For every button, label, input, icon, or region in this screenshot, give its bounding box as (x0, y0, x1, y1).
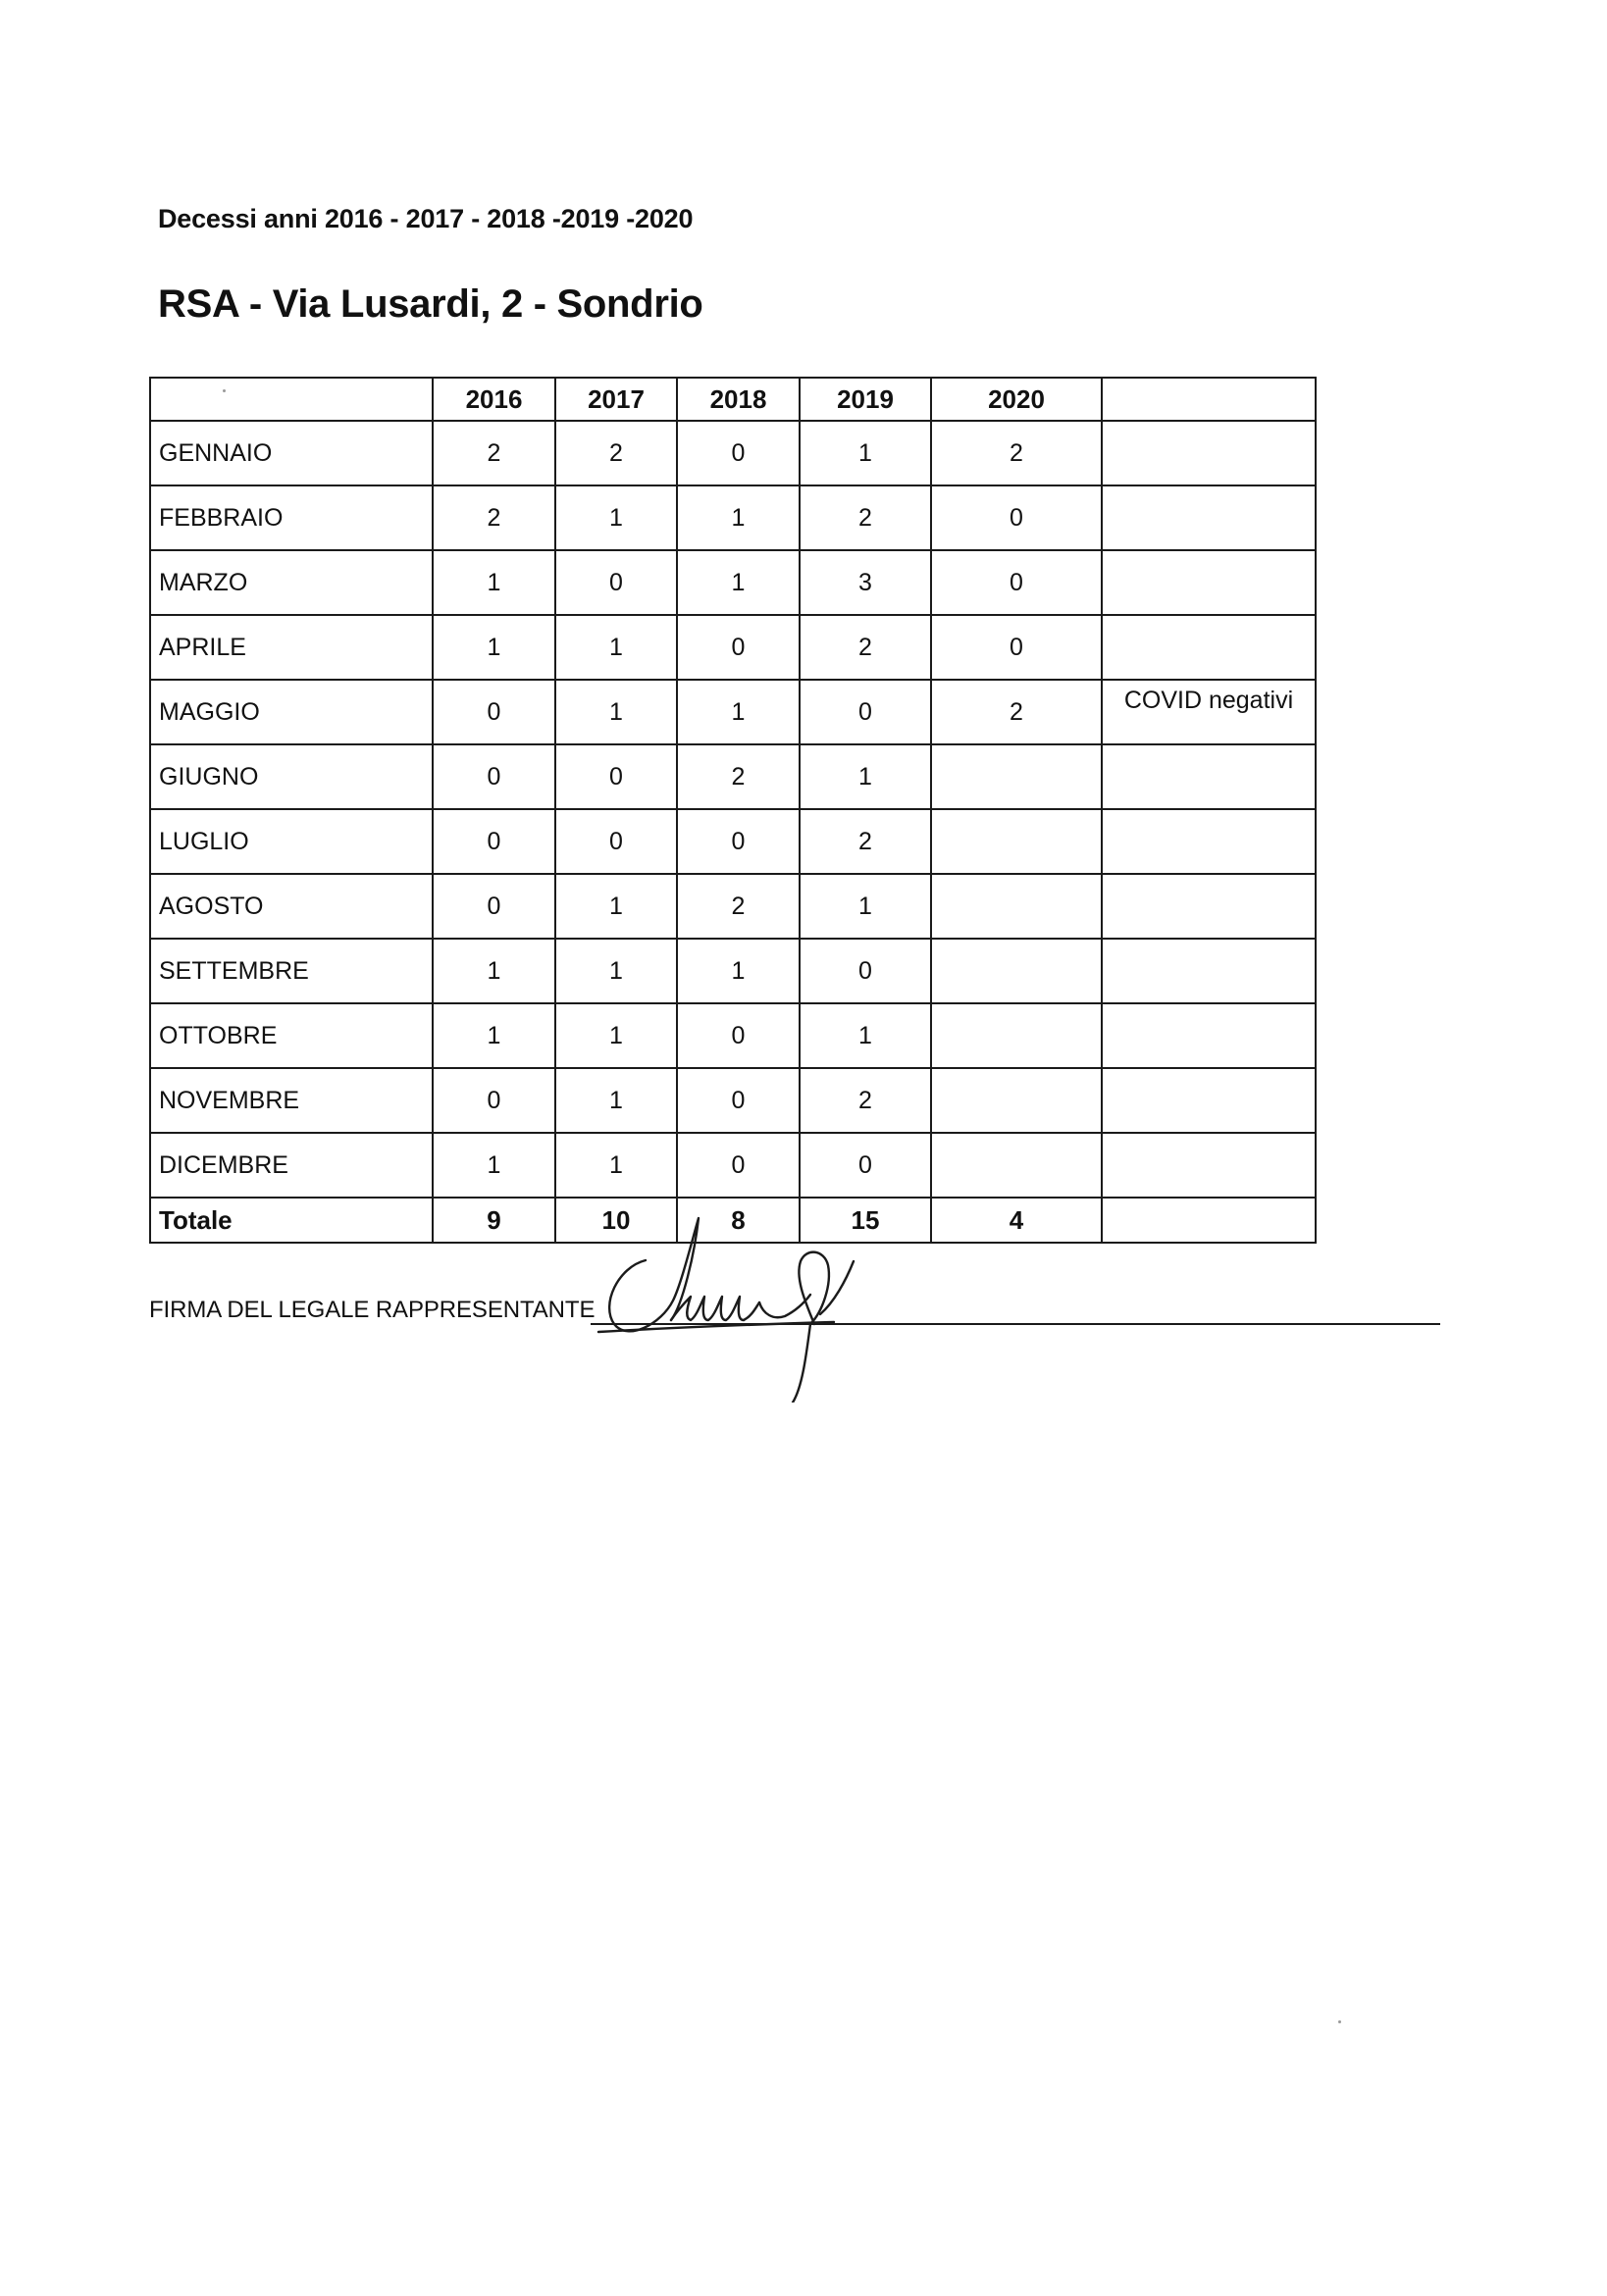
table-row (150, 1133, 1316, 1198)
total-cell: 8 (677, 1198, 800, 1243)
value-cell: 2 (800, 809, 931, 874)
value-cell: 2 (677, 874, 800, 939)
document-subtitle: Decessi anni 2016 - 2017 - 2018 -2019 -2020 (158, 204, 694, 233)
header-cell (1102, 378, 1316, 421)
value-cell: 0 (433, 809, 555, 874)
value-cell: 0 (433, 744, 555, 809)
value-cell: 2 (800, 1068, 931, 1133)
note-cell (1102, 1068, 1316, 1133)
table-row (150, 809, 1316, 874)
table-row (150, 615, 1316, 680)
note-cell (1102, 1133, 1316, 1198)
note-cell (1102, 485, 1316, 550)
month-cell: NOVEMBRE (150, 1068, 433, 1133)
value-cell: 1 (555, 874, 677, 939)
value-cell: 2 (931, 680, 1102, 744)
value-cell: 0 (433, 874, 555, 939)
value-cell: 1 (677, 550, 800, 615)
note-cell (1102, 809, 1316, 874)
note-cell (1102, 1003, 1316, 1068)
value-cell: 1 (677, 680, 800, 744)
value-cell (931, 939, 1102, 1003)
note-cell: COVID negativi (1102, 680, 1316, 744)
value-cell: 0 (677, 615, 800, 680)
total-cell: 4 (931, 1198, 1102, 1243)
value-cell: 2 (800, 615, 931, 680)
table-header-row (150, 378, 1316, 421)
month-cell: APRILE (150, 615, 433, 680)
signature-label: FIRMA DEL LEGALE RAPPRESENTANTE (149, 1297, 596, 1323)
value-cell: 1 (433, 1003, 555, 1068)
value-cell: 0 (433, 1068, 555, 1133)
value-cell: 2 (931, 421, 1102, 485)
value-cell: 0 (931, 615, 1102, 680)
scan-speck (1338, 2020, 1341, 2023)
header-cell: 2020 (931, 378, 1102, 421)
total-cell: 10 (555, 1198, 677, 1243)
value-cell: 1 (433, 939, 555, 1003)
total-label: Totale (150, 1198, 433, 1243)
total-cell (1102, 1198, 1316, 1243)
value-cell: 0 (931, 550, 1102, 615)
value-cell: 0 (800, 680, 931, 744)
value-cell: 2 (800, 485, 931, 550)
value-cell: 1 (555, 1068, 677, 1133)
month-cell: GIUGNO (150, 744, 433, 809)
table-row (150, 1068, 1316, 1133)
header-cell: 2018 (677, 378, 800, 421)
note-cell (1102, 744, 1316, 809)
value-cell: 2 (433, 485, 555, 550)
note-cell (1102, 615, 1316, 680)
table-row (150, 874, 1316, 939)
month-cell: DICEMBRE (150, 1133, 433, 1198)
month-cell: AGOSTO (150, 874, 433, 939)
value-cell: 3 (800, 550, 931, 615)
value-cell: 0 (931, 485, 1102, 550)
total-cell: 9 (433, 1198, 555, 1243)
value-cell: 0 (677, 1068, 800, 1133)
value-cell: 0 (800, 1133, 931, 1198)
month-cell: FEBBRAIO (150, 485, 433, 550)
value-cell: 0 (677, 1133, 800, 1198)
value-cell: 0 (555, 809, 677, 874)
value-cell: 1 (555, 1003, 677, 1068)
month-cell: GENNAIO (150, 421, 433, 485)
value-cell: 0 (555, 744, 677, 809)
header-cell: 2019 (800, 378, 931, 421)
month-cell: MAGGIO (150, 680, 433, 744)
value-cell: 0 (433, 680, 555, 744)
value-cell: 1 (800, 874, 931, 939)
note-cell (1102, 550, 1316, 615)
month-cell: OTTOBRE (150, 1003, 433, 1068)
value-cell: 1 (433, 615, 555, 680)
total-cell: 15 (800, 1198, 931, 1243)
value-cell: 1 (800, 1003, 931, 1068)
value-cell (931, 874, 1102, 939)
value-cell: 2 (433, 421, 555, 485)
table-row (150, 1003, 1316, 1068)
note-cell (1102, 874, 1316, 939)
value-cell: 1 (555, 680, 677, 744)
document-title: RSA - Via Lusardi, 2 - Sondrio (158, 282, 703, 326)
table-row (150, 744, 1316, 809)
value-cell: 1 (677, 485, 800, 550)
table-body (150, 421, 1316, 1198)
note-cell (1102, 939, 1316, 1003)
value-cell: 0 (677, 1003, 800, 1068)
value-cell: 2 (555, 421, 677, 485)
value-cell (931, 1133, 1102, 1198)
value-cell: 1 (433, 1133, 555, 1198)
table-row (150, 680, 1316, 744)
value-cell: 0 (800, 939, 931, 1003)
table-row (150, 939, 1316, 1003)
value-cell: 0 (677, 809, 800, 874)
deaths-table (149, 377, 1317, 1244)
value-cell (931, 1003, 1102, 1068)
table-row (150, 485, 1316, 550)
value-cell (931, 809, 1102, 874)
table-row (150, 421, 1316, 485)
value-cell (931, 744, 1102, 809)
value-cell: 1 (677, 939, 800, 1003)
value-cell: 0 (677, 421, 800, 485)
value-cell (931, 1068, 1102, 1133)
value-cell: 1 (555, 939, 677, 1003)
value-cell: 1 (800, 421, 931, 485)
month-cell: SETTEMBRE (150, 939, 433, 1003)
note-cell (1102, 421, 1316, 485)
header-cell: 2017 (555, 378, 677, 421)
month-cell: LUGLIO (150, 809, 433, 874)
handwritten-signature (589, 1206, 903, 1403)
header-cell (150, 378, 433, 421)
value-cell: 0 (555, 550, 677, 615)
value-cell: 1 (433, 550, 555, 615)
header-cell: 2016 (433, 378, 555, 421)
month-cell: MARZO (150, 550, 433, 615)
value-cell: 1 (555, 1133, 677, 1198)
value-cell: 1 (555, 485, 677, 550)
scan-speck (223, 389, 226, 392)
value-cell: 1 (555, 615, 677, 680)
value-cell: 2 (677, 744, 800, 809)
value-cell: 1 (800, 744, 931, 809)
table-row (150, 550, 1316, 615)
